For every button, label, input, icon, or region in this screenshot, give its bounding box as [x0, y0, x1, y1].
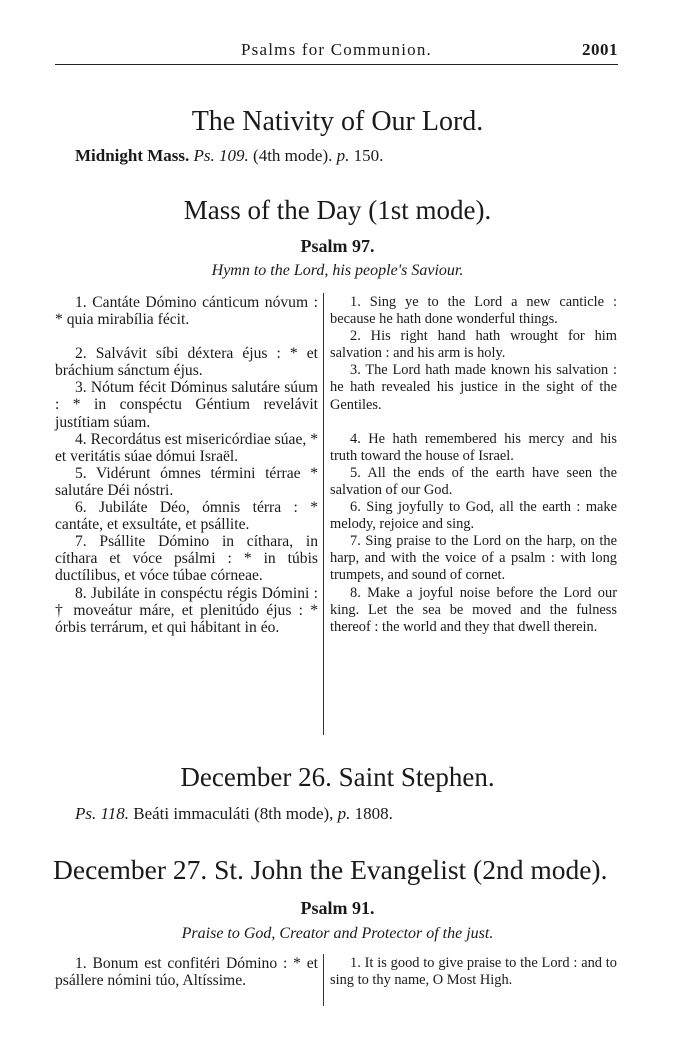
english-verse: 1. Sing ye to the Lord a new canticle : because he hath done wonderful things. — [330, 294, 617, 328]
latin-verse: 5. Vidérunt ómnes términi térrae * salutáre Déi nóstri. — [55, 464, 318, 499]
english-verse: 5. All the ends of the earth have seen the salvation of our God. — [330, 464, 617, 498]
english-verse: 7. Sing praise to the Lord on the harp, on the harp, and with the voice of a psalm : with long trumpets, and sound of cornet. — [330, 533, 617, 584]
english-verse: 1. It is good to give praise to the Lord : and to sing to thy name, O Most High. — [330, 955, 617, 989]
latin-verse: 4. Recordátus est misericórdiae súae, * et veritátis súae dómui Israël. — [55, 430, 318, 465]
page-number: 2001 — [582, 40, 618, 59]
english-verse: 4. He hath remembered his mercy and his truth toward the house of Israel. — [330, 430, 617, 464]
english-column-91 — [330, 955, 617, 989]
psalm-97-heading: Psalm 97. — [300, 236, 375, 256]
latin-column-91 — [55, 955, 318, 989]
stephen-psalm-ref: Ps. 118. — [75, 804, 129, 823]
latin-verse: 8. Jubiláte in conspéctu régis Dómini : † moveátur máre, et plenitúdo éjus : * órbis terrárum, et qui hábitant in éo. — [55, 584, 318, 636]
psalm-97-subtitle: Hymn to the Lord, his people's Saviour. — [211, 262, 464, 279]
stephen-ref-line — [75, 804, 393, 824]
english-verse: 6. Sing joyfully to God, all the earth : make melody, rejoice and sing. — [330, 499, 617, 533]
midnight-mass-label: Midnight Mass. — [75, 146, 190, 165]
nativity-title: The Nativity of Our Lord. — [191, 106, 484, 137]
column-divider — [323, 293, 324, 735]
running-title: Psalms for Communion. — [241, 40, 432, 59]
mass-of-day-title: Mass of the Day (1st mode). — [183, 195, 492, 225]
john-title: December 27. St. John the Evangelist (2nd mode). — [53, 854, 608, 885]
stephen-title: December 26. Saint Stephen. — [180, 762, 495, 792]
latin-verse: 3. Nótum fécit Dóminus salutáre súum : * in conspéctu Géntium revelávit justítiam súam. — [55, 379, 318, 431]
latin-verse: 6. Jubiláte Déo, ómnis térra : * cantáte, et exsultáte, et psállite. — [55, 499, 318, 534]
latin-verse: 2. Salvávit síbi déxtera éjus : * et bráchium sánctum éjus. — [55, 345, 318, 380]
latin-verse: 7. Psállite Dómino in cíthara, in cíthara et vóce psálmi : * in túbis ductílibus, et vóce túbae córneae. — [55, 533, 318, 585]
midnight-mass-line — [75, 146, 383, 166]
stephen-page: 1808. — [354, 804, 393, 823]
column-divider-91 — [323, 954, 324, 1006]
latin-column — [55, 294, 318, 636]
stephen-incipit: Beáti immaculáti (8th mode), — [133, 804, 334, 823]
latin-verse: 1. Bonum est confitéri Dómino : * et psállere nómini túo, Altíssime. — [55, 955, 318, 990]
stephen-page-label: p. — [337, 804, 351, 823]
english-verse: 8. Make a joyful noise before the Lord our king. Let the sea be moved and the fulness thereof : the world and they that dwell therein. — [330, 584, 617, 635]
english-verse: 2. His right hand hath wrought for him salvation : and his arm is holy. — [330, 328, 617, 362]
english-verse: 3. The Lord hath made known his salvation : he hath revealed his justice in the sight of the Gentiles. — [330, 362, 617, 413]
english-column — [330, 294, 617, 636]
midnight-page: 150. — [353, 146, 384, 165]
midnight-mode: (4th mode). — [253, 146, 333, 165]
latin-verse: 1. Cantáte Dómino cánticum nóvum : * quia mirabília fécit. — [55, 294, 318, 329]
running-header — [55, 38, 618, 65]
psalm-91-subtitle: Praise to God, Creator and Protector of the just. — [181, 925, 494, 942]
psalm-91-heading: Psalm 91. — [300, 898, 375, 918]
midnight-page-label: p. — [336, 146, 350, 165]
midnight-psalm-ref: Ps. 109. — [193, 146, 249, 165]
